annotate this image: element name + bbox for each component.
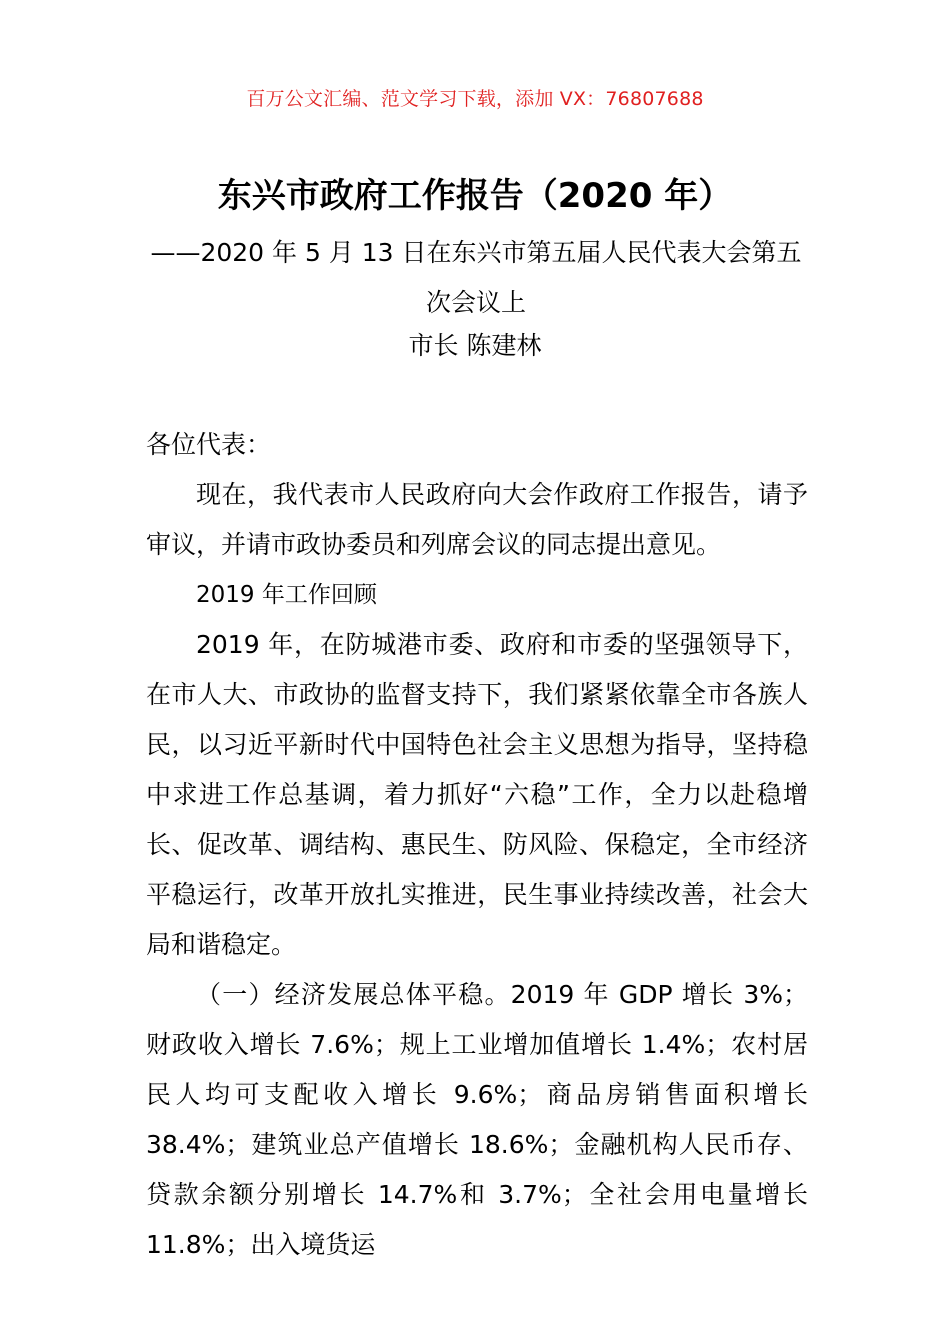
report-subtitle: ——2020 年 5 月 13 日在东兴市第五届人民代表大会第五次会议上 bbox=[150, 238, 802, 317]
economy-paragraph: （一）经济发展总体平稳。2019 年 GDP 增长 3%；财政收入增长 7.6%；规上工业增加值增长 1.4%；农村居民人均可支配收入增长 9.6%；商品房销售面积增长 38.4%；建筑业总产值增长 18.6%；金融机构人民币存、贷款余额分别增长 14.7%和 3.7%；全社会用电量增长 11.8%；出入境货运 bbox=[146, 980, 808, 1259]
report-body bbox=[146, 420, 808, 1270]
report-author: 市长 陈建林 bbox=[408, 331, 542, 360]
section-heading: 2019 年工作回顾 bbox=[196, 582, 377, 608]
report-title: 东兴市政府工作报告（2020 年） bbox=[217, 176, 733, 216]
header-watermark-note: 百万公文汇编、范文学习下载，添加 VX：76807688 bbox=[246, 88, 704, 110]
intro-paragraph: 现在，我代表市人民政府向大会作政府工作报告，请予审议，并请市政协委员和列席会议的同志提出意见。 bbox=[146, 480, 808, 559]
overview-paragraph: 2019 年，在防城港市委、政府和市委的坚强领导下，在市人大、市政协的监督支持下，我们紧紧依靠全市各族人民，以习近平新时代中国特色社会主义思想为指导，坚持稳中求进工作总基调，着力抓好“六稳”工作，全力以赴稳增长、促改革、调结构、惠民生、防风险、保稳定，全市经济平稳运行，改革开放扎实推进，民生事业持续改善，社会大局和谐稳定。 bbox=[146, 630, 808, 959]
salutation: 各位代表： bbox=[146, 430, 272, 459]
